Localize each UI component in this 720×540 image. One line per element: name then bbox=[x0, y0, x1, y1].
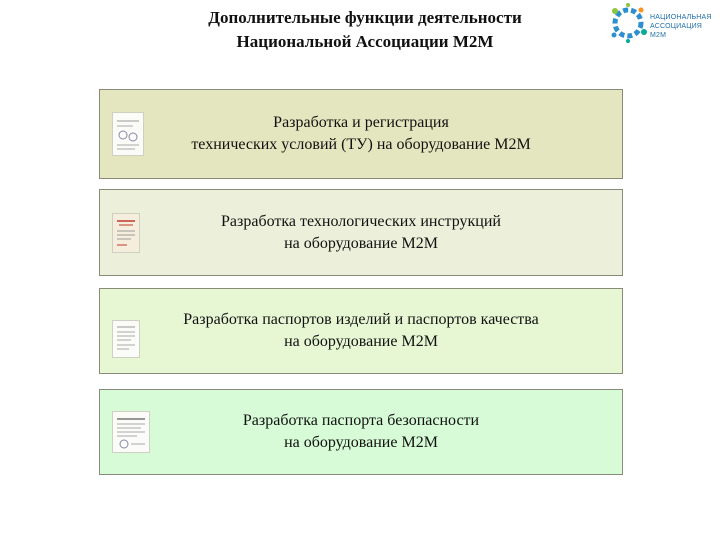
card-2-line-1: Разработка технологических инструкций bbox=[221, 212, 501, 230]
card-passports-development bbox=[99, 288, 623, 374]
instruction-document-icon bbox=[112, 213, 140, 253]
card-3-line-2: на оборудование М2М bbox=[284, 333, 438, 350]
m2m-logo-icon bbox=[606, 2, 650, 44]
page-title bbox=[150, 6, 580, 54]
card-1-line-1: Разработка и регистрация bbox=[273, 114, 449, 131]
logo-text bbox=[650, 13, 718, 40]
card-4-line-2: на оборудование М2М bbox=[284, 434, 438, 451]
title-line-1: Дополнительные функции деятельности bbox=[208, 8, 522, 27]
logo-text-line-1: НАЦИОНАЛЬНАЯ bbox=[650, 14, 712, 21]
passport-document-icon bbox=[112, 320, 140, 358]
card-3-line-1: Разработка паспортов изделий и паспортов качества bbox=[183, 311, 539, 328]
card-tu-development bbox=[99, 89, 623, 179]
title-line-2: Национальной Ассоциации М2М bbox=[236, 32, 494, 51]
card-1-line-2: технических условий (ТУ) на оборудование М2М bbox=[191, 136, 531, 153]
document-thumbnail-icon bbox=[112, 112, 144, 156]
card-safety-passport-development bbox=[99, 389, 623, 475]
logo-text-line-2: АССОЦИАЦИЯ М2М bbox=[650, 23, 703, 39]
card-4-line-1: Разработка паспорта безопасности bbox=[242, 412, 480, 429]
card-instructions-development bbox=[99, 189, 623, 276]
safety-passport-document-icon bbox=[112, 411, 150, 453]
card-2-line-2: на оборудование М2М bbox=[284, 234, 438, 252]
